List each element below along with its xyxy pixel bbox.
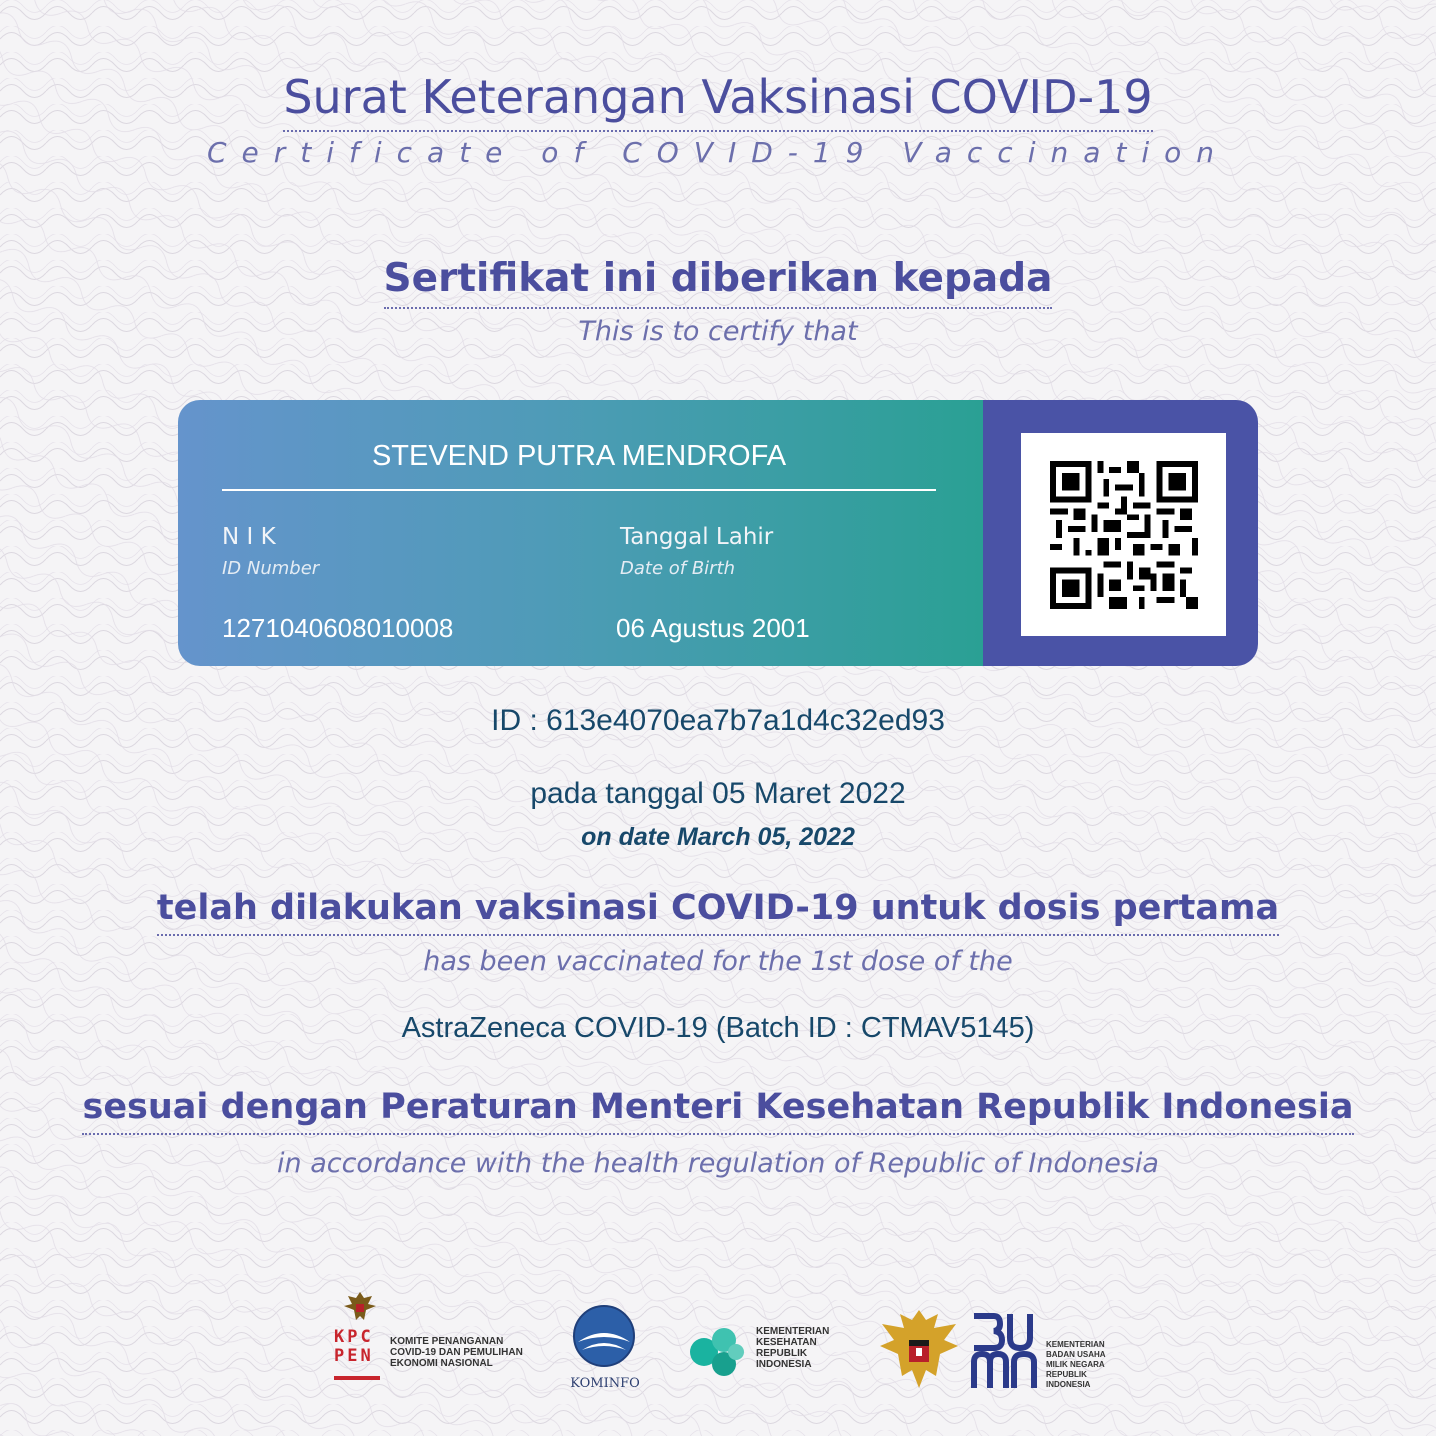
bumn-line-2: BADAN USAHA — [1046, 1350, 1106, 1359]
kemenkes-line-2: KESEHATAN — [756, 1337, 817, 1348]
qr-code[interactable] — [1021, 433, 1226, 636]
kpcpen-logo — [334, 1290, 534, 1390]
kpcpen-letters-bottom: PEN — [334, 1346, 374, 1366]
kpcpen-letters — [334, 1328, 380, 1380]
nik-label: N I K — [222, 524, 276, 550]
dob-label: Tanggal Lahir — [620, 524, 774, 550]
kpcpen-line-2: COVID-19 DAN PEMULIHAN — [390, 1347, 523, 1358]
certify-title: Sertifikat ini diberikan kepada — [384, 256, 1053, 309]
kemenkes-text — [756, 1326, 846, 1370]
regulation-block — [0, 1087, 1436, 1135]
kpcpen-text — [390, 1336, 540, 1369]
regulation-statement-english: in accordance with the health regulation of Republic of Indonesia — [277, 1148, 1159, 1179]
vaccination-date: pada tanggal 05 Maret 2022 — [530, 777, 906, 810]
kemenkes-line-4: INDONESIA — [756, 1359, 812, 1370]
kpcpen-letters-top: KPC — [334, 1327, 374, 1347]
kemenkes-logo — [682, 1320, 842, 1390]
bumn-logo — [970, 1310, 1110, 1394]
nik-value: 1271040608010008 — [222, 613, 454, 643]
bumn-line-4: REPUBLIK — [1046, 1370, 1087, 1379]
certify-subtitle: This is to certify that — [578, 316, 858, 347]
dob-sublabel: Date of Birth — [620, 558, 736, 579]
identity-card — [178, 400, 1258, 666]
certify-block — [0, 256, 1436, 309]
dob-value: 06 Agustus 2001 — [616, 613, 810, 643]
certificate-id: ID : 613e4070ea7b7a1d4c32ed93 — [491, 704, 945, 737]
identity-card-details — [178, 400, 983, 666]
dose-block — [0, 888, 1436, 936]
kominfo-globe-icon — [572, 1304, 636, 1368]
kemenkes-line-1: KEMENTERIAN — [756, 1326, 830, 1337]
nik-sublabel: ID Number — [222, 558, 320, 579]
dose-statement-english: has been vaccinated for the 1st dose of the — [423, 946, 1013, 977]
bumn-line-5: INDONESIA — [1046, 1380, 1091, 1389]
title-block — [0, 70, 1436, 132]
kominfo-logo — [560, 1304, 650, 1394]
kominfo-text: KOMINFO — [570, 1376, 640, 1391]
garuda-pancasila-logo — [878, 1306, 960, 1392]
qr-code-icon — [1049, 461, 1199, 609]
holder-name: STEVEND PUTRA MENDROFA — [371, 440, 787, 472]
regulation-statement: sesuai dengan Peraturan Menteri Kesehatan Republik Indonesia — [82, 1087, 1353, 1135]
garuda-emblem-icon — [342, 1290, 378, 1328]
kemenkes-cross-icon — [682, 1320, 746, 1384]
bumn-wordmark-icon — [970, 1310, 1038, 1390]
kpcpen-line-1: KOMITE PENANGANAN — [390, 1336, 504, 1347]
bumn-text — [1046, 1340, 1116, 1390]
dose-statement: telah dilakukan vaksinasi COVID-19 untuk dosis pertama — [157, 888, 1279, 936]
vaccine-name: AstraZeneca COVID-19 (Batch ID : CTMAV5145) — [401, 1012, 1035, 1044]
name-divider — [222, 489, 936, 491]
vaccination-date-english: on date March 05, 2022 — [581, 823, 855, 851]
page-subtitle: Certificate of COVID-19 Vaccination — [206, 136, 1230, 169]
bumn-line-1: KEMENTERIAN — [1046, 1340, 1105, 1349]
page-title: Surat Keterangan Vaksinasi COVID-19 — [283, 70, 1152, 132]
garuda-icon — [878, 1306, 960, 1392]
kemenkes-line-3: REPUBLIK — [756, 1348, 808, 1359]
kpcpen-line-3: EKONOMI NASIONAL — [390, 1358, 493, 1369]
qr-panel — [983, 400, 1258, 666]
bumn-line-3: MILIK NEGARA — [1046, 1360, 1105, 1369]
